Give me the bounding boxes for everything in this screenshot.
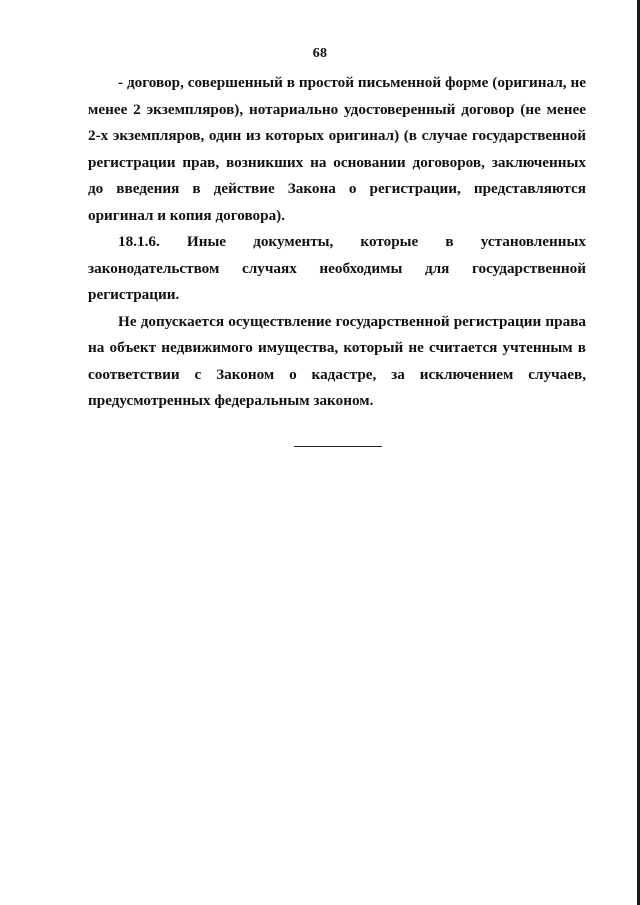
paragraph-contract-requirements: - договор, совершенный в простой письменной форме (оригинал, не менее 2 экземпляров), нотариально удостоверенный договор (не менее 2-х экземпляров, один из которых оригинал) (в случае государственной регистрации прав, возникших на основании договоров, заключенных до введения в действие Закона о регистрации, представляются оригинал и копия договора). [88, 74, 586, 224]
paragraph-registration-restriction: Не допускается осуществление государственной регистрации права на объект недвижимого имущества, который не считается учтенным в соответствии с Законом о кадастре, за исключением случаев, предусмотренных федеральным законом. [88, 312, 586, 409]
end-of-text-rule [294, 446, 382, 447]
page-number: 68 [312, 46, 328, 61]
paragraph-other-documents: 18.1.6. Иные документы, которые в установленных законодательством случаях необходимы для государственной регистрации. [88, 233, 586, 303]
document-body [88, 70, 586, 415]
